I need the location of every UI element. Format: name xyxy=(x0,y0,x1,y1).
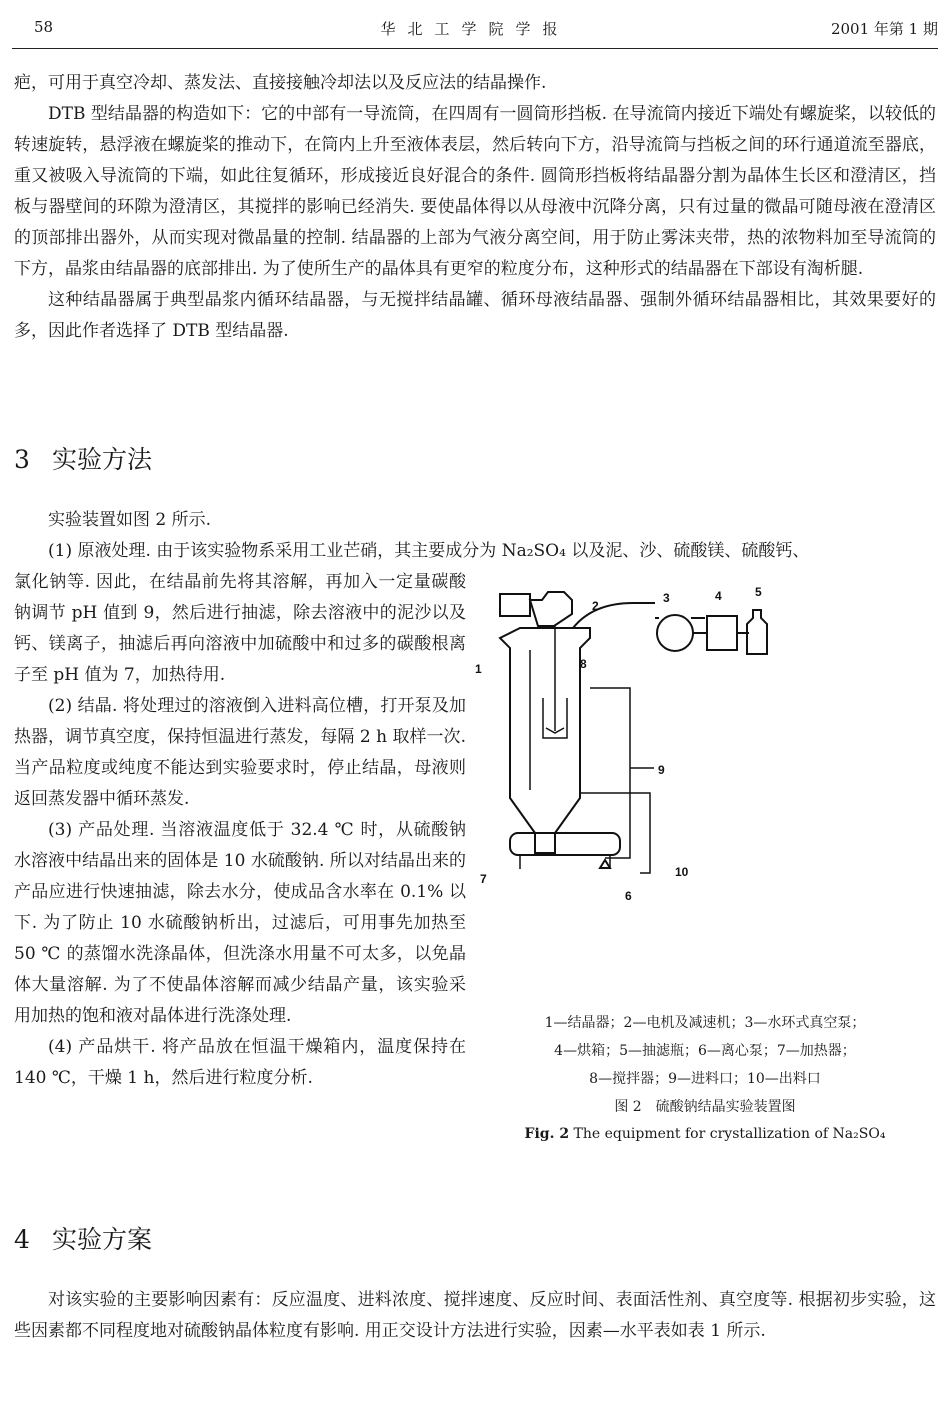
page-header xyxy=(12,18,938,49)
label-9: 9 xyxy=(658,763,665,777)
journal-title: 华北工学院学报 xyxy=(380,20,570,38)
reducer-housing xyxy=(530,592,572,626)
filter-flask xyxy=(747,610,767,654)
section-title: 实验方法 xyxy=(52,445,153,474)
label-10: 10 xyxy=(675,865,689,879)
oven xyxy=(707,616,737,650)
equipment-diagram xyxy=(475,578,915,908)
motor-box xyxy=(500,594,530,616)
section4-text xyxy=(14,1285,936,1347)
label-6: 6 xyxy=(625,889,632,903)
paragraph: (1) 原液处理. 由于该实验物系采用工业芒硝，其主要成分为 Na₂SO₄ 以及泥、沙、硫酸镁、硫酸钙、 xyxy=(48,541,810,561)
label-5: 5 xyxy=(755,585,762,599)
section-heading xyxy=(14,1220,152,1256)
vacuum-pump xyxy=(657,615,693,651)
paragraph: 氯化钠等. 因此，在结晶前先将其溶解，再加入一定量碳酸钠调节 pH 值到 9，然后进行抽滤，除去溶液中的泥沙以及钙、镁离子，抽滤后再向溶液中加硫酸中和过多的碳酸根离子至 pH 值为 7，加热待用. xyxy=(14,572,466,685)
paragraph: DTB 型结晶器的构造如下：它的中部有一导流筒，在四周有一圆筒形挡板. 在导流筒内接近下端处有螺旋桨，以较低的转速旋转，悬浮液在螺旋桨的推动下，在筒内上升至液体表层，然后转向下方，沿导流筒与挡板之间的环行通道流至器底，重又被吸入导流筒的下端，如此往复循环，形成接近良好混合的条件. 圆筒形挡板将结晶器分割为晶体生长区和澄清区，挡板与器壁间的环隙为澄清区，其搅拌的影响已经消失. 要使晶体得以从母液中沉降分离，只有过量的微晶可随母液在澄清区的顶部排出器外，从而实现对微晶量的控制. 结晶器的上部为气液分离空间，用于防止雾沫夹带，热的浓物料加至导流筒的下方，晶浆由结晶器的底部排出. 为了使所生产的晶体具有更窄的粒度分布，这种形式的结晶器在下部设有淘析腿. xyxy=(14,104,936,279)
label-1: 1 xyxy=(475,662,482,676)
figure-legend-2: 4—烘箱；5—抽滤瓶；6—离心泵；7—加热器； xyxy=(554,1043,856,1059)
section-title: 实验方案 xyxy=(52,1225,153,1254)
paragraph: (4) 产品烘干. 将产品放在恒温干燥箱内，温度保持在 140 ℃，干燥 1 h，然后进行粒度分析. xyxy=(14,1037,466,1088)
section-heading xyxy=(14,440,152,476)
section-number: 4 xyxy=(14,1225,30,1254)
figure-legend-1: 1—结晶器；2—电机及减速机；3—水环式真空泵； xyxy=(544,1015,866,1031)
figure-caption-cn: 图 2 硫酸钠结晶实验装置图 xyxy=(614,1099,796,1115)
figure-caption-en-text: The equipment for crystallization of Na₂SO₄ xyxy=(573,1126,886,1142)
paragraph: (2) 结晶. 将处理过的溶液倒入进料高位槽，打开泵及加热器，调节真空度，保持恒温进行蒸发，每隔 2 h 取样一次. 当产品粒度或纯度不能达到实验要求时，停止结晶，母液则返回蒸发器中循环蒸发. xyxy=(14,696,466,809)
figure-legend-3: 8—搅拌器；9—进料口；10—出料口 xyxy=(589,1071,821,1087)
paragraph: (3) 产品处理. 当溶液温度低于 32.4 ℃ 时，从硫酸钠水溶液中结晶出来的固体是 10 水硫酸钠. 所以对结晶出来的产品应进行快速抽滤，除去水分，使成品含水率在 0.1% 以下. 为了防止 10 水硫酸钠析出，过滤后，可用事先加热至 50 ℃ 的蒸馏水洗涤晶体，但洗涤水用量不可太多，以免晶体大量溶解. 为了不使晶体溶解而减少结晶产量，该实验采用加热的饱和液对晶体进行洗涤处理. xyxy=(14,820,466,1026)
section-number: 3 xyxy=(14,445,30,474)
label-3: 3 xyxy=(663,591,670,605)
heater-legs xyxy=(520,855,610,869)
figure-caption-prefix: Fig. 2 xyxy=(524,1126,570,1142)
page-number: 58 xyxy=(34,18,54,36)
crystallizer-body xyxy=(500,628,590,853)
heater xyxy=(510,833,620,855)
vacuum-line xyxy=(573,603,655,628)
centrifugal-pump xyxy=(600,860,610,868)
figure-caption-en xyxy=(480,1126,930,1142)
label-2: 2 xyxy=(592,599,599,613)
paragraph: 这种结晶器属于典型晶浆内循环结晶器，与无搅拌结晶罐、循环母液结晶器、强制外循环结晶器相比，其效果要好的多，因此作者选择了 DTB 型结晶器. xyxy=(14,290,936,341)
paragraph: 对该实验的主要影响因素有：反应温度、进料浓度、搅拌速度、反应时间、表面活性剂、真空度等. 根据初步实验，这些因素都不同程度地对硫酸钠晶体粒度有影响. 用正交设计方法进行实验，因素—水平表如表 1 所示. xyxy=(14,1290,936,1341)
paragraph: 实验装置如图 2 所示. xyxy=(48,510,212,530)
section3-full xyxy=(14,505,936,567)
text-block-top xyxy=(14,68,936,347)
label-4: 4 xyxy=(715,589,722,603)
paragraph: 疤，可用于真空冷却、蒸发法、直接接触冷却法以及反应法的结晶操作. xyxy=(14,73,547,93)
label-8: 8 xyxy=(580,657,587,671)
label-7: 7 xyxy=(480,872,487,886)
issue-label: 2001 年第 1 期 xyxy=(830,20,938,38)
section3-column xyxy=(14,567,466,1094)
